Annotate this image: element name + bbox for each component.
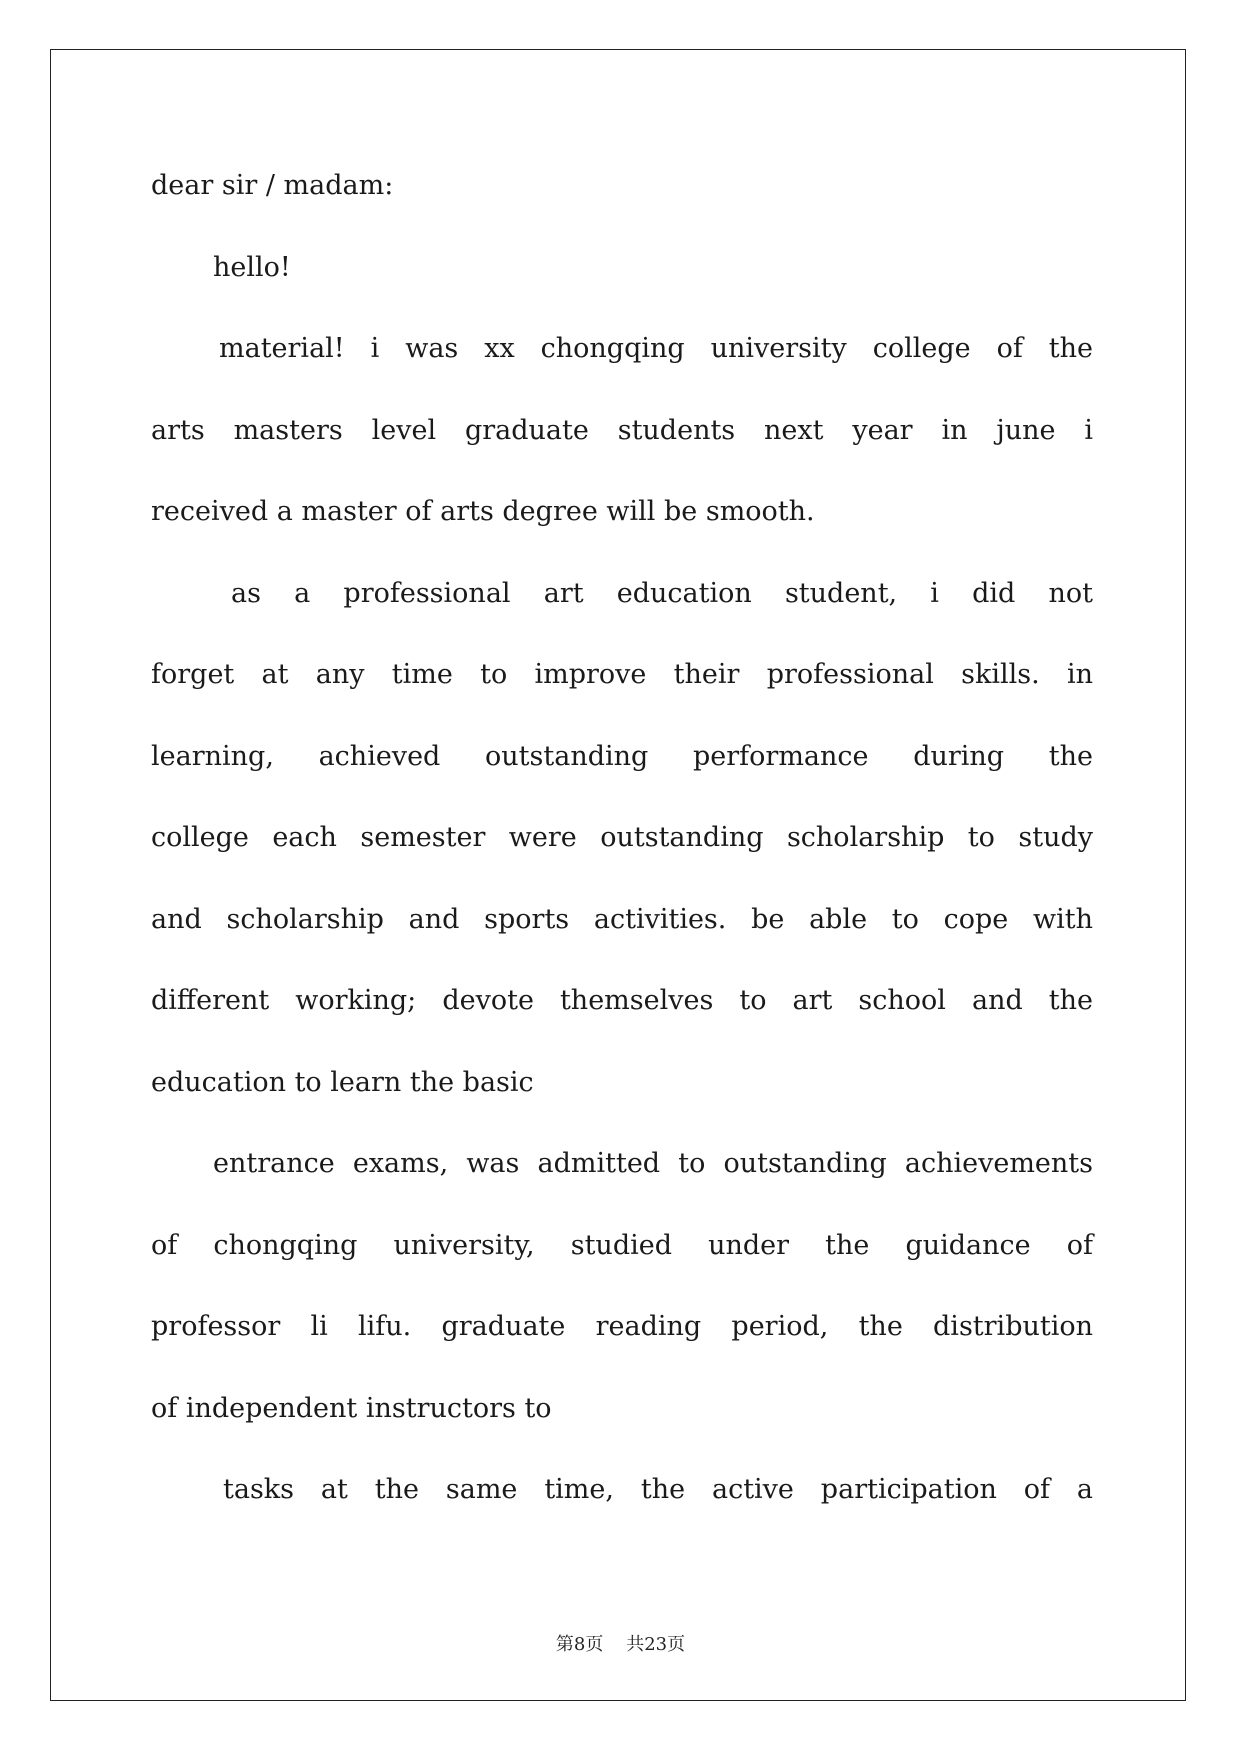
text-line: learning, achieved outstanding performance during the — [151, 740, 1093, 772]
text-line: forget at any time to improve their professional skills. in — [151, 659, 1093, 690]
document-body — [151, 166, 1093, 1552]
text-line: received a master of arts degree will be smooth. — [151, 496, 815, 527]
text-line: professor li lifu. graduate reading period, the distribution — [151, 1311, 1093, 1342]
text-line: as a professional art education student, i did not — [231, 577, 1093, 609]
text-line: entrance exams, was admitted to outstanding achievements — [213, 1148, 1093, 1179]
page-number: 第8页 — [555, 1634, 604, 1655]
text-line: education to learn the basic — [151, 1066, 534, 1098]
text-line: material! i was xx chongqing university college of the — [219, 333, 1093, 364]
text-line: different working; devote themselves to art school and the — [151, 985, 1093, 1016]
text-line: hello! — [213, 251, 291, 283]
text-line: arts masters level graduate students next year in june i — [151, 414, 1093, 446]
page-total: 共23页 — [626, 1634, 686, 1655]
text-line: dear sir / madam: — [151, 170, 394, 201]
page-footer — [0, 1630, 1241, 1656]
text-line: and scholarship and sports activities. be able to cope with — [151, 903, 1093, 935]
text-line: tasks at the same time, the active participation of a — [223, 1474, 1093, 1505]
text-line: of chongqing university, studied under the guidance of — [151, 1229, 1093, 1261]
text-line: of independent instructors to — [151, 1392, 552, 1424]
text-line: college each semester were outstanding scholarship to study — [151, 822, 1093, 853]
